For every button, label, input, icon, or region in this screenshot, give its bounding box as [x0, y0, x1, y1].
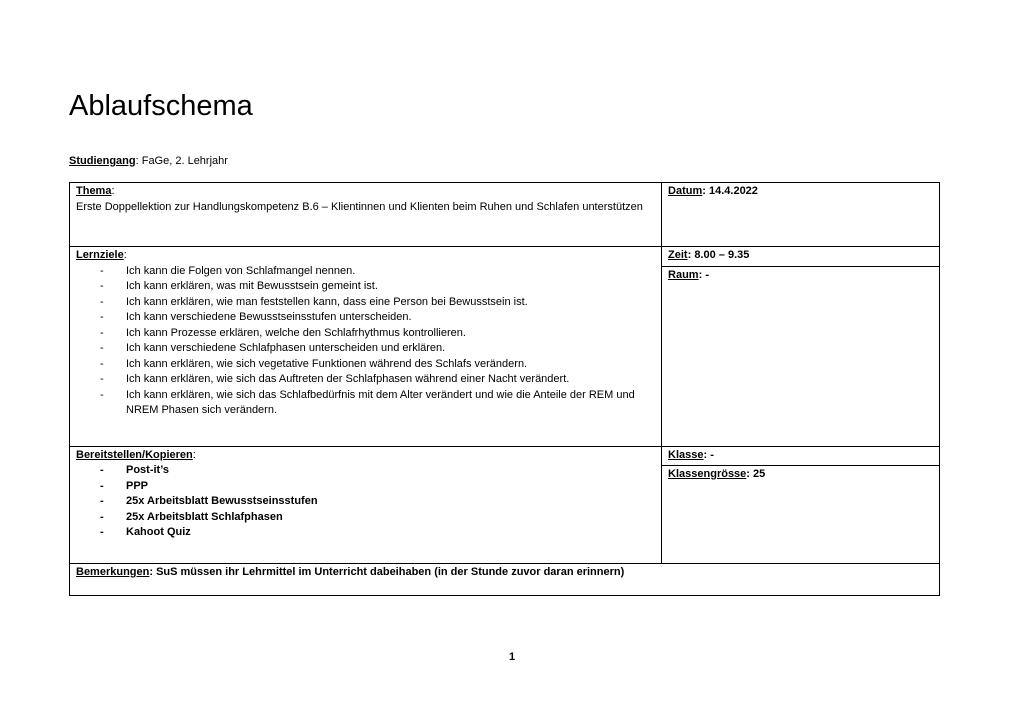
datum-value: : 14.4.2022 — [702, 185, 758, 197]
lernziele-label: Lernziele — [76, 249, 124, 261]
zeit-label: Zeit — [668, 249, 688, 261]
bemerkungen-cell — [70, 564, 940, 596]
list-item: - Kahoot Quiz — [76, 525, 655, 541]
klassengroesse-label: Klassengrösse — [668, 468, 747, 480]
raum-value: : - — [698, 268, 709, 281]
zeit-value: : 8.00 – 9.35 — [687, 249, 750, 261]
klassengroesse-cell — [662, 466, 940, 564]
klasse-cell — [662, 446, 940, 466]
zeit-cell — [662, 247, 940, 267]
lernziele-cell — [70, 247, 662, 447]
klasse-label: Klasse — [668, 448, 704, 461]
thema-text: Erste Doppellektion zur Handlungskompetenz B.6 – Klientinnen und Klienten beim Ruhen und Schlafen unterstützen — [76, 200, 643, 213]
course-line — [69, 155, 228, 167]
list-item: - Post-it’s — [76, 463, 655, 479]
lernziele-list — [76, 264, 655, 419]
table-row — [70, 564, 940, 596]
thema-cell — [70, 183, 662, 247]
bereitstellen-cell — [70, 446, 662, 564]
list-item: - Ich kann erklären, was mit Bewusstsein gemeint ist. — [76, 279, 655, 295]
list-item: - Ich kann Prozesse erklären, welche den Schlafrhythmus kontrollieren. — [76, 326, 655, 342]
list-item: - PPP — [76, 479, 655, 495]
bereitstellen-label: Bereitstellen/Kopieren — [76, 448, 193, 461]
datum-cell — [662, 183, 940, 247]
datum-label: Datum — [668, 185, 703, 197]
list-item: - Ich kann die Folgen von Schlafmangel nennen. — [76, 264, 655, 280]
bereitstellen-list — [76, 463, 655, 541]
schedule-table — [69, 182, 940, 596]
klassengroesse-value: : 25 — [746, 468, 766, 480]
page-title: Ablaufschema — [69, 90, 253, 122]
bereitstellen-suffix: : — [192, 448, 196, 461]
list-item: - 25x Arbeitsblatt Bewusstseinsstufen — [76, 494, 655, 510]
thema-suffix: : — [111, 185, 115, 197]
klasse-value: : - — [703, 448, 714, 461]
list-item: - Ich kann erklären, wie sich das Schlafbedürfnis mit dem Alter verändert und wie die Anteile der REM und NREM Phasen sich verändern. — [76, 388, 655, 419]
list-item: - Ich kann erklären, wie man feststellen kann, dass eine Person bei Bewusstsein ist. — [76, 295, 655, 311]
list-item: - Ich kann verschiedene Schlafphasen unterscheiden und erklären. — [76, 341, 655, 357]
list-item: - Ich kann erklären, wie sich vegetative Funktionen während des Schlafs verändern. — [76, 357, 655, 373]
table-row — [70, 183, 940, 247]
thema-label: Thema — [76, 185, 112, 197]
list-item: - Ich kann verschiedene Bewusstseinsstufen unterscheiden. — [76, 310, 655, 326]
table-row — [70, 247, 940, 267]
list-item: - Ich kann erklären, wie sich das Auftreten der Schlafphasen während einer Nacht verändert. — [76, 372, 655, 388]
raum-label: Raum — [668, 268, 699, 281]
raum-cell — [662, 266, 940, 446]
list-item: - 25x Arbeitsblatt Schlafphasen — [76, 510, 655, 526]
table-row — [70, 446, 940, 466]
course-label: Studiengang — [69, 155, 136, 167]
bemerkungen-value: : SuS müssen ihr Lehrmittel im Unterricht dabeihaben (in der Stunde zuvor daran erinnern) — [149, 566, 625, 578]
page-number: 1 — [508, 651, 516, 663]
course-value: : FaGe, 2. Lehrjahr — [135, 155, 228, 167]
bemerkungen-label: Bemerkungen — [76, 566, 150, 578]
lernziele-suffix: : — [123, 249, 127, 261]
